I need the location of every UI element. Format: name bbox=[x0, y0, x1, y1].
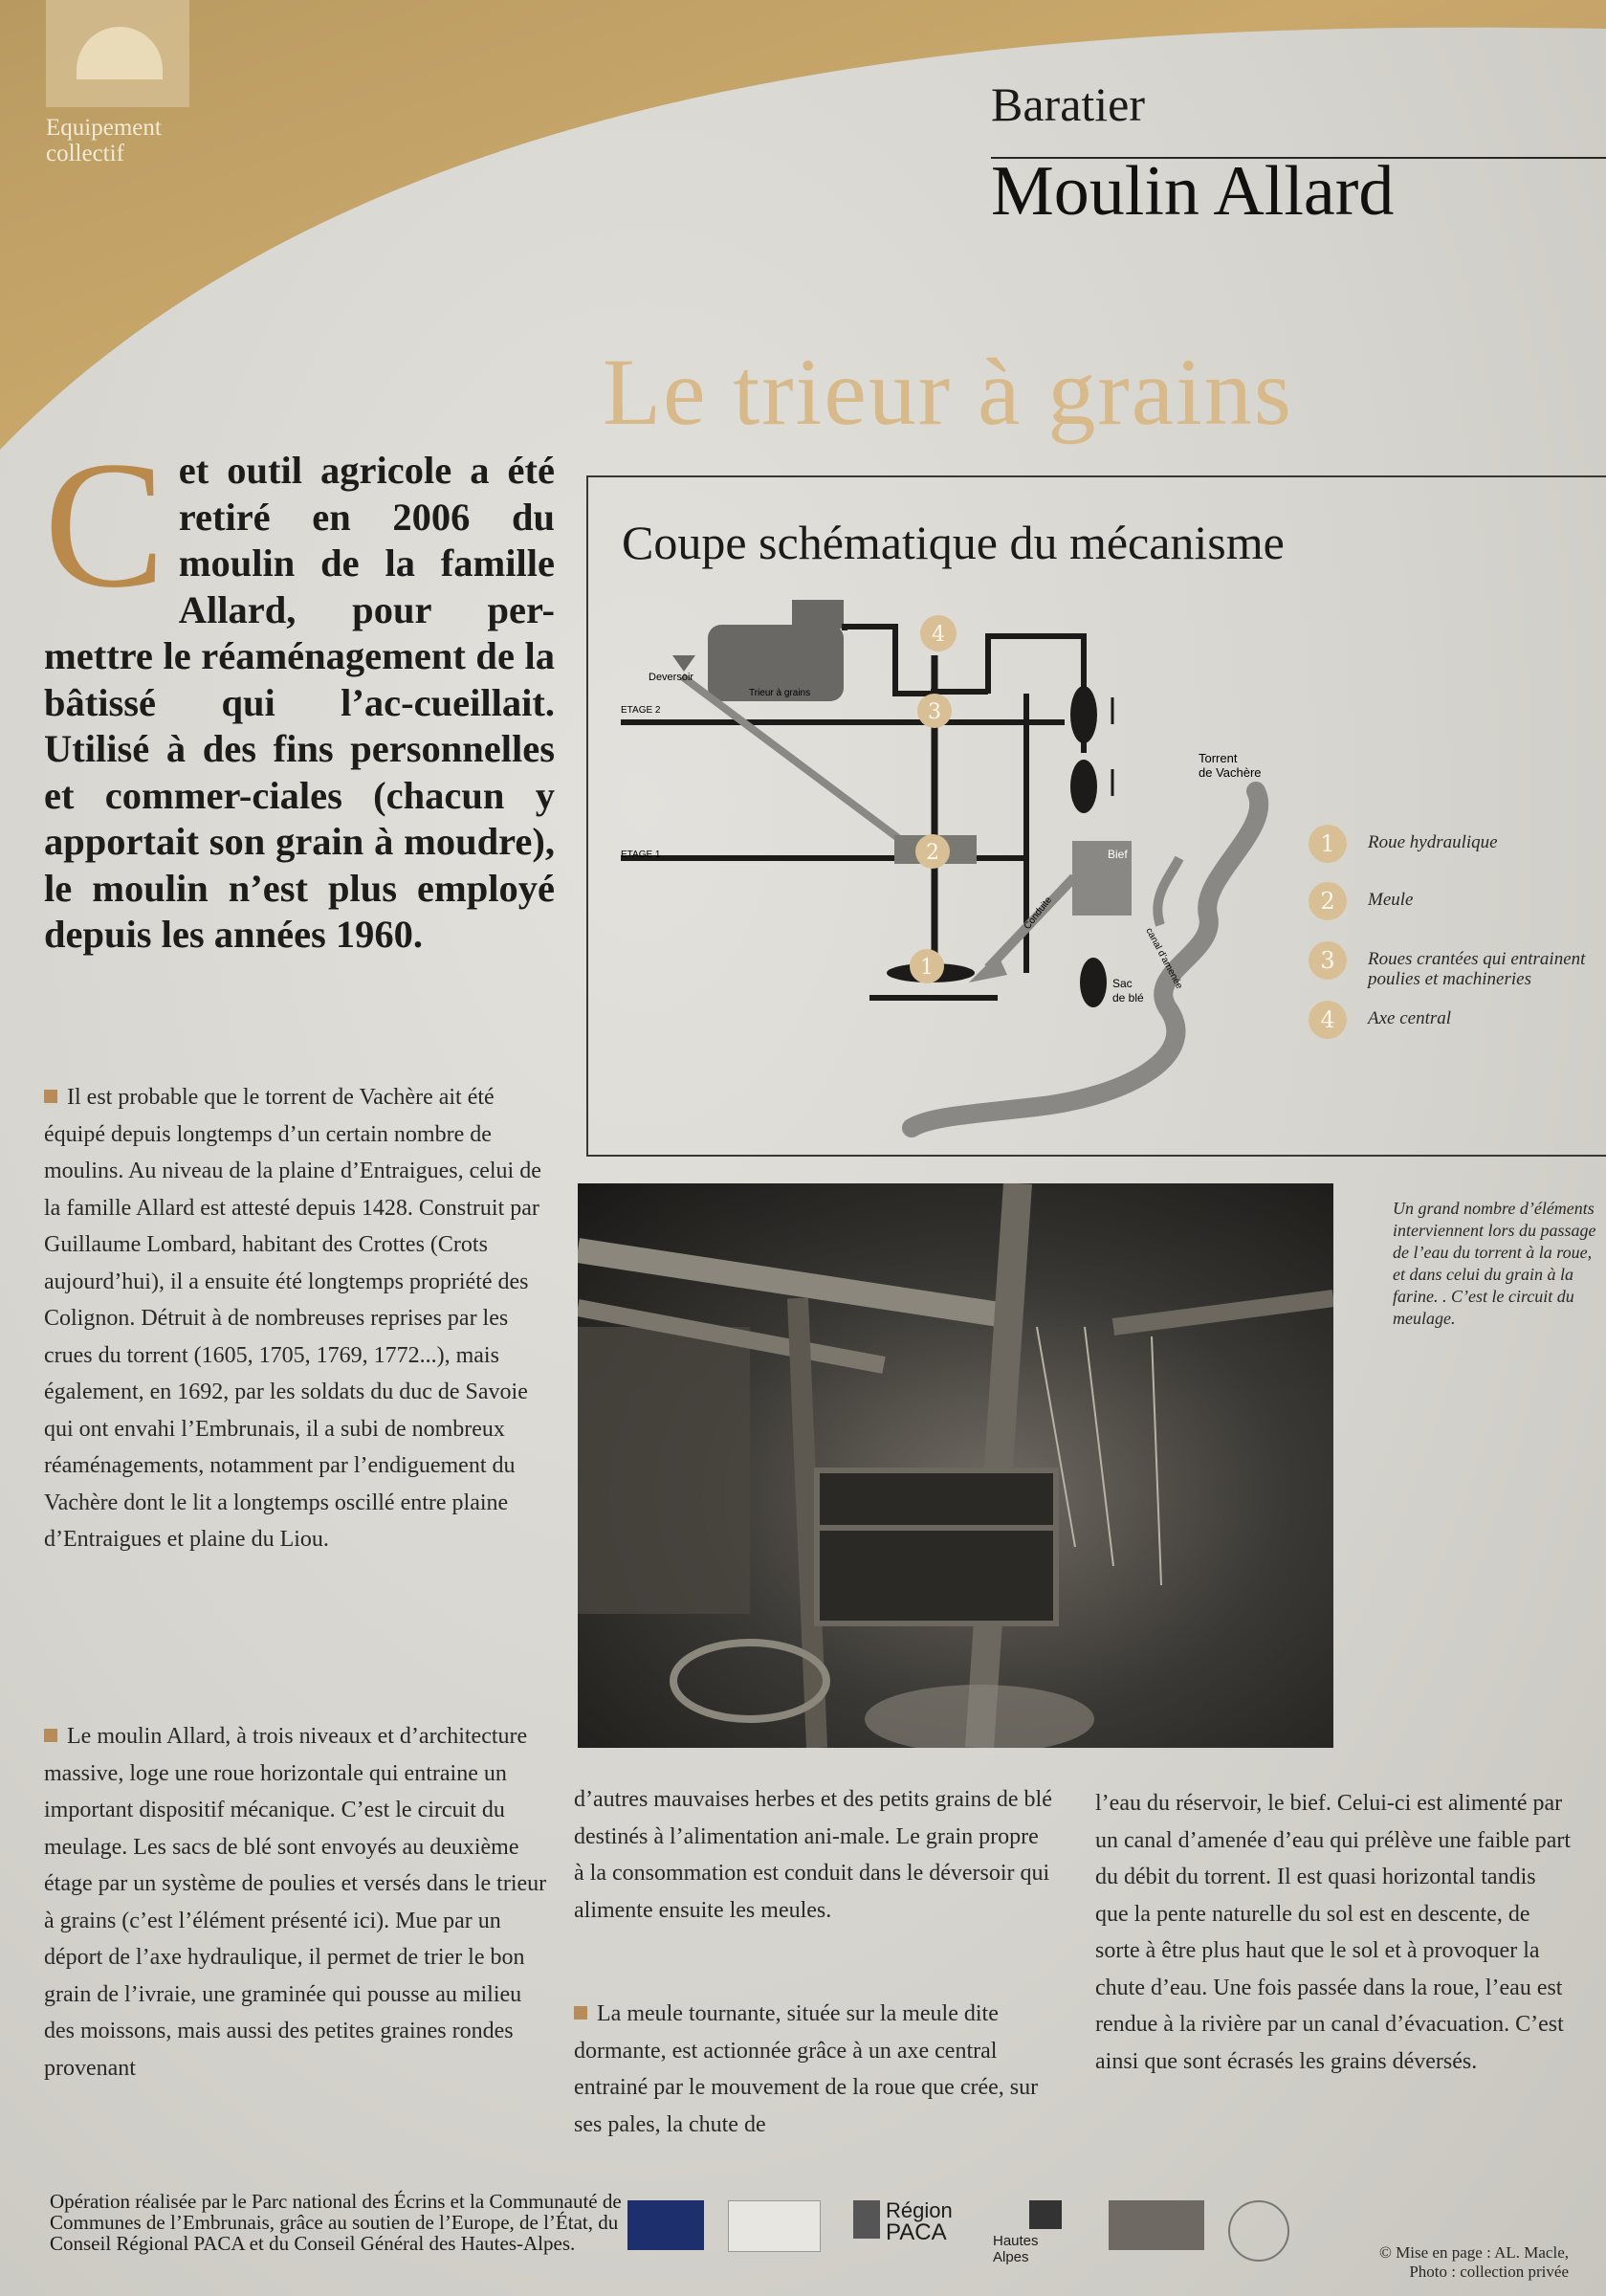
subject-title: Le trieur à grains bbox=[603, 339, 1293, 445]
place-name: Baratier bbox=[991, 77, 1146, 131]
logo-caption: Equipement collectif bbox=[46, 115, 162, 166]
legend-label: Meule bbox=[1368, 890, 1414, 910]
diagram-title: Coupe schématique du mécanisme bbox=[622, 516, 1285, 569]
legend-item bbox=[1309, 941, 1606, 987]
label-trieur: Trieur à grains bbox=[749, 688, 811, 698]
label-torrent: Torrent bbox=[1199, 751, 1238, 765]
hautes-alpes-icon bbox=[1029, 2200, 1062, 2229]
legend-item bbox=[1309, 1001, 1606, 1047]
label-torrent-2: de Vachère bbox=[1199, 765, 1262, 780]
label-sac: Sac bbox=[1112, 977, 1133, 990]
marker-label: 2 bbox=[926, 841, 939, 865]
paca-label: PACA bbox=[886, 2219, 947, 2245]
legend-label: Roues crantées qui entrainent poulies et machineries bbox=[1368, 949, 1586, 989]
mill-interior-photo bbox=[578, 1183, 1333, 1748]
communaute-logo-icon bbox=[1228, 2200, 1289, 2262]
legend-label: Axe central bbox=[1368, 1008, 1452, 1028]
credit-text bbox=[1320, 2243, 1569, 2282]
paragraph-mill: Le moulin Allard, à trois niveaux et d’architecture massive, loge une roue horizontale qui entraine un important dispositif mécanique. C’est le circuit du meulage. Les sacs de blé sont envoyés au deuxième étage par un système de poulies et versés dans le trieur à grains (c’est l’élément présenté ici). Mue par un déport de l’axe hydraulique, il permet de trier le bon grain de l’ivraie, une graminée qui pousse au milieu des moissons, mais aussi des petites graines rondes provenant bbox=[44, 1724, 547, 2081]
credit-photo: Photo : collection privée bbox=[1409, 2263, 1569, 2281]
legend-number: 1 bbox=[1309, 825, 1347, 863]
label-conduite: Conduite bbox=[1022, 894, 1055, 932]
photo-illustration bbox=[578, 1183, 1333, 1748]
intro-text: et outil agricole a été retiré en 2006 du moulin de la famille Allard, pour per-mettre le réaménagement de la bâtissé qui l’ac-cueillait. Utilisé à des fins personnelles et commer-ciales (chacun y apportait son grain à moudre), le moulin n’est plus employé depuis les années 1960. bbox=[44, 449, 555, 956]
legend-number: 3 bbox=[1309, 941, 1347, 980]
intro-paragraph bbox=[44, 425, 555, 959]
sack-shape bbox=[1080, 958, 1107, 1007]
photo-caption: Un grand nombre d’éléments interviennent lors du passage de l’eau du torrent à la roue, et dans celui du grain à la farine. . C’est le circuit du meulage. bbox=[1393, 1199, 1596, 1328]
paragraph-grain: d’autres mauvaises herbes et des petits grains de blé destinés à l’alimentation ani-male. Le grain propre à la consommation est conduit dans le déversoir qui alimente ensuite les meules. bbox=[574, 1787, 1052, 1923]
sack-shape bbox=[1070, 686, 1097, 743]
sack-shape bbox=[1070, 760, 1097, 813]
label-bief: Bief bbox=[1108, 848, 1128, 861]
marker-label: 1 bbox=[920, 956, 934, 980]
footer-text: Opération réalisée par le Parc national des Écrins et la Communauté de Communes de l’Embrunais, grâce au soutien de l’Europe, de l’État, du Conseil Régional PACA et du Conseil Général des Hautes-Alpes. bbox=[50, 2190, 622, 2255]
eu-flag-icon bbox=[627, 2200, 704, 2250]
legend-number: 4 bbox=[1309, 1001, 1347, 1039]
label-deversoir: Deversoir bbox=[649, 672, 694, 683]
label-etage-1: ETAGE 1 bbox=[621, 850, 661, 860]
drop-cap: C bbox=[44, 425, 165, 626]
legend-item bbox=[1309, 825, 1606, 871]
mechanism-diagram bbox=[586, 475, 1606, 1153]
bullet-marker bbox=[44, 1729, 57, 1742]
marker-label: 3 bbox=[928, 700, 941, 724]
paragraph-bief: l’eau du réservoir, le bief. Celui-ci est alimenté par un canal d’amenée d’eau qui prélève une faible part du débit du torrent. Il est quasi horizontal tandis que la pente naturelle du sol est en descente, de sorte à être plus haut que le sol et à provoquer la chute d’eau. Une fois passée dans la roue, l’eau est rendue à la rivière par un canal d’évacuation. C’est ainsi que sont écrasés les grains déversés. bbox=[1095, 1791, 1572, 2074]
label-canal: canal d’amenée bbox=[1143, 926, 1185, 991]
legend-item bbox=[1309, 882, 1606, 928]
paragraph-history: Il est probable que le torrent de Vachère ait été équipé depuis longtemps d’un certain nombre de moulins. Au niveau de la plaine d’Entraigues, celui de la famille Allard est attesté depuis 1428. Construit par Guillaume Lombard, habitant des Crottes (Crots aujourd’hui), il a ensuite été longtemps propriété des Colignon. Détruit à de nombreuses reprises par les crues du torrent (1605, 1705, 1769, 1772...), mais également, en 1692, par les soldats du duc de Savoie qui ont envahi l’Embrunais, il a subi de nombreux réaménagements, notamment par l’endiguement du Vachère dont le lit a longtemps oscillé entre plaine d’Entraigues et plaine du Liou. bbox=[44, 1085, 541, 1552]
label-sac-2: de blé bbox=[1112, 991, 1144, 1004]
legend-number: 2 bbox=[1309, 882, 1347, 920]
hautes-alpes-label: Hautes Alpes bbox=[993, 2233, 1039, 2265]
spiral-logo-icon bbox=[1109, 2200, 1204, 2250]
canal-amenee bbox=[1157, 858, 1179, 925]
label-etage-2: ETAGE 2 bbox=[621, 705, 661, 716]
paragraph-millstone: La meule tournante, située sur la meule dite dormante, est actionnée grâce à un axe central entrainé par le mouvement de la roue que crée, sur ses pales, la chute de bbox=[574, 2001, 1039, 2137]
bullet-marker bbox=[574, 2006, 587, 2020]
region-label: Région bbox=[886, 2198, 953, 2222]
credit-layout: © Mise en page : AL. Macle, bbox=[1379, 2243, 1569, 2262]
marker-label: 4 bbox=[932, 623, 945, 647]
republique-logo bbox=[728, 2200, 821, 2252]
region-icon bbox=[853, 2200, 880, 2239]
bullet-marker bbox=[44, 1090, 57, 1103]
deversoir-funnel bbox=[672, 655, 695, 672]
legend-label: Roue hydraulique bbox=[1368, 832, 1498, 852]
page-title: Moulin Allard bbox=[991, 152, 1395, 231]
